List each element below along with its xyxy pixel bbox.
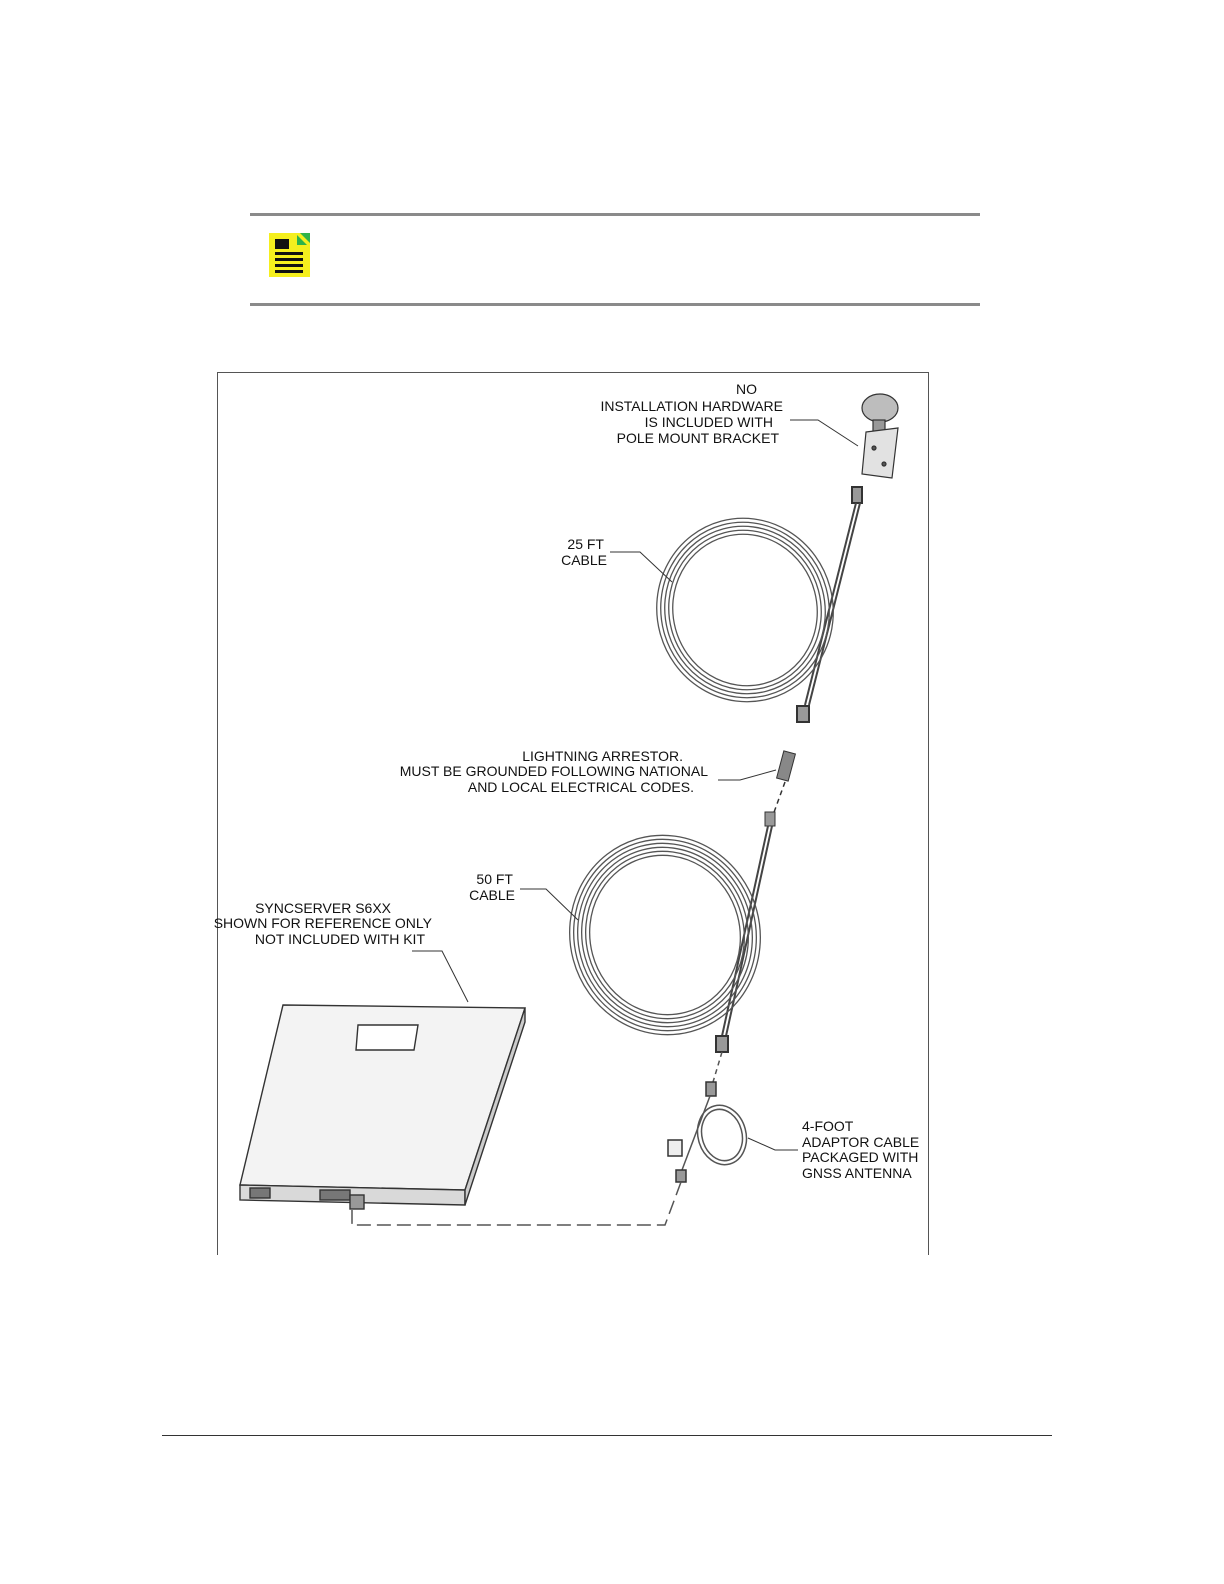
label-line: PACKAGED WITH xyxy=(802,1149,919,1165)
label-line: ADAPTOR CABLE xyxy=(802,1134,920,1150)
label-line: POLE MOUNT BRACKET xyxy=(616,430,779,446)
label-line: SHOWN FOR REFERENCE ONLY xyxy=(213,915,432,931)
label-line: 50 FT xyxy=(476,871,513,887)
label-line: CABLE xyxy=(469,887,515,903)
label-line: SYNCSERVER S6XX xyxy=(255,900,391,916)
label-cable-50ft xyxy=(469,871,515,903)
label-syncserver xyxy=(214,900,433,947)
cable-coil-25ft xyxy=(636,498,854,721)
label-adaptor-cable xyxy=(802,1118,919,1181)
label-line: INSTALLATION HARDWARE xyxy=(600,398,783,414)
syncserver-chassis xyxy=(240,1005,525,1209)
label-line: CABLE xyxy=(561,552,607,568)
lightning-arrestor xyxy=(765,751,795,826)
label-line: AND LOCAL ELECTRICAL CODES. xyxy=(467,779,694,795)
label-line: NO xyxy=(736,381,757,397)
label-line: NOT INCLUDED WITH KIT xyxy=(254,931,425,947)
label-line: IS INCLUDED WITH xyxy=(644,414,773,430)
label-line: GNSS ANTENNA xyxy=(802,1165,912,1181)
label-line: MUST BE GROUNDED FOLLOWING NATIONAL xyxy=(399,763,708,779)
label-line: 25 FT xyxy=(567,536,604,552)
footer-rule xyxy=(162,1435,1052,1436)
label-lightning-arrestor xyxy=(400,748,709,795)
label-line: 4-FOOT xyxy=(802,1118,854,1134)
label-line: LIGHTNING ARRESTOR. xyxy=(522,748,683,764)
label-cable-25ft xyxy=(561,536,607,568)
gnss-antenna xyxy=(862,394,898,478)
label-antenna-note xyxy=(600,381,783,446)
